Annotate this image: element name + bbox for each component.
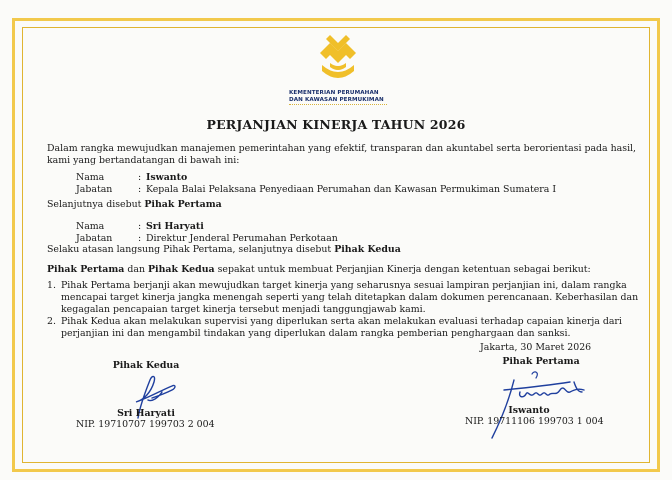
party1-designation-role: Pihak Pertama (144, 199, 222, 210)
party2-name: Sri Haryati (146, 221, 204, 232)
place-date: Jakarta, 30 Maret 2026 (480, 342, 592, 353)
party2-position-colon: : (138, 233, 142, 244)
sign-left-nip: NIP. 19710707 199703 2 004 (76, 419, 215, 430)
agreement-conj: dan (127, 264, 145, 275)
agreement-role1: Pihak Pertama (47, 264, 125, 275)
term-2-line-2: perjanjian ini dan mengambil tindakan yang diperlukan dalam rangka pemberian penghargaan dan sanksi. (61, 328, 571, 339)
agreement-rest: sepakat untuk membuat Perjanjian Kinerja dengan ketentuan sebagai berikut: (217, 264, 591, 275)
ministry-logo (289, 35, 387, 111)
party2-position: Direktur Jenderal Perumahan Perkotaan (146, 233, 338, 244)
agreement-statement (47, 264, 591, 276)
sign-left-role: Pihak Kedua (112, 360, 180, 371)
ministry-emblem-icon (316, 35, 360, 87)
party1-designation-prefix: Selanjutnya disebut (47, 199, 142, 210)
term-1-text (61, 280, 641, 316)
party2-designation (47, 244, 401, 256)
party1-name: Iswanto (146, 172, 188, 183)
sign-right-name: Iswanto (508, 405, 550, 416)
term-1-line-1: Pihak Pertama berjanji akan mewujudkan target kinerja yang seharusnya sesuai lampiran perjanjian ini, dalam rangka (61, 280, 627, 291)
term-2-text (61, 316, 641, 340)
party2-name-label: Nama (76, 221, 105, 232)
term-1-line-2: mencapai target kinerja jangka menengah seperti yang telah ditetapkan dalam dokumen perencanaan. Keberhasilan dan (61, 292, 639, 303)
party1-designation (47, 199, 222, 211)
party2-name-colon: : (138, 221, 142, 232)
sign-right-nip: NIP. 19711106 199703 1 004 (465, 416, 604, 427)
sign-right-role: Pihak Pertama (502, 356, 580, 367)
intro-line-1: Dalam rangka mewujudkan manajemen pemerintahan yang efektif, transparan dan akuntabel serta berorientasi pada hasil, (47, 143, 637, 154)
term-1-line-3: kegagalan pencapaian target kinerja tersebut menjadi tanggungjawab kami. (61, 304, 426, 315)
party1-position-colon: : (138, 184, 142, 195)
term-1-number: 1. (47, 280, 56, 291)
term-2-line-1: Pihak Kedua akan melakukan supervisi yang diperlukan serta akan melakukan evaluasi terhadap capaian kinerja dari (61, 316, 622, 327)
logo-divider (289, 104, 387, 107)
party1-position-label: Jabatan (76, 184, 113, 195)
party1-position: Kepala Balai Pelaksana Penyediaan Perumahan dan Kawasan Permukiman Sumatera I (146, 184, 557, 195)
agreement-role2: Pihak Kedua (147, 264, 215, 275)
party2-designation-prefix: Selaku atasan langsung Pihak Pertama, selanjutnya disebut (47, 244, 332, 255)
party1-name-colon: : (138, 172, 142, 183)
intro-line-2: kami yang bertandatangan di bawah ini: (47, 155, 240, 166)
logo-text-line2: DAN KAWASAN PERMUKIMAN (289, 97, 384, 103)
party2-designation-role: Pihak Kedua (334, 244, 401, 255)
document-title: PERJANJIAN KINERJA TAHUN 2026 (206, 117, 466, 132)
sign-left-name: Sri Haryati (117, 408, 175, 419)
logo-text-line1: KEMENTERIAN PERUMAHAN (289, 90, 379, 96)
party2-position-label: Jabatan (76, 233, 113, 244)
term-2-number: 2. (47, 316, 56, 327)
party1-name-label: Nama (76, 172, 105, 183)
